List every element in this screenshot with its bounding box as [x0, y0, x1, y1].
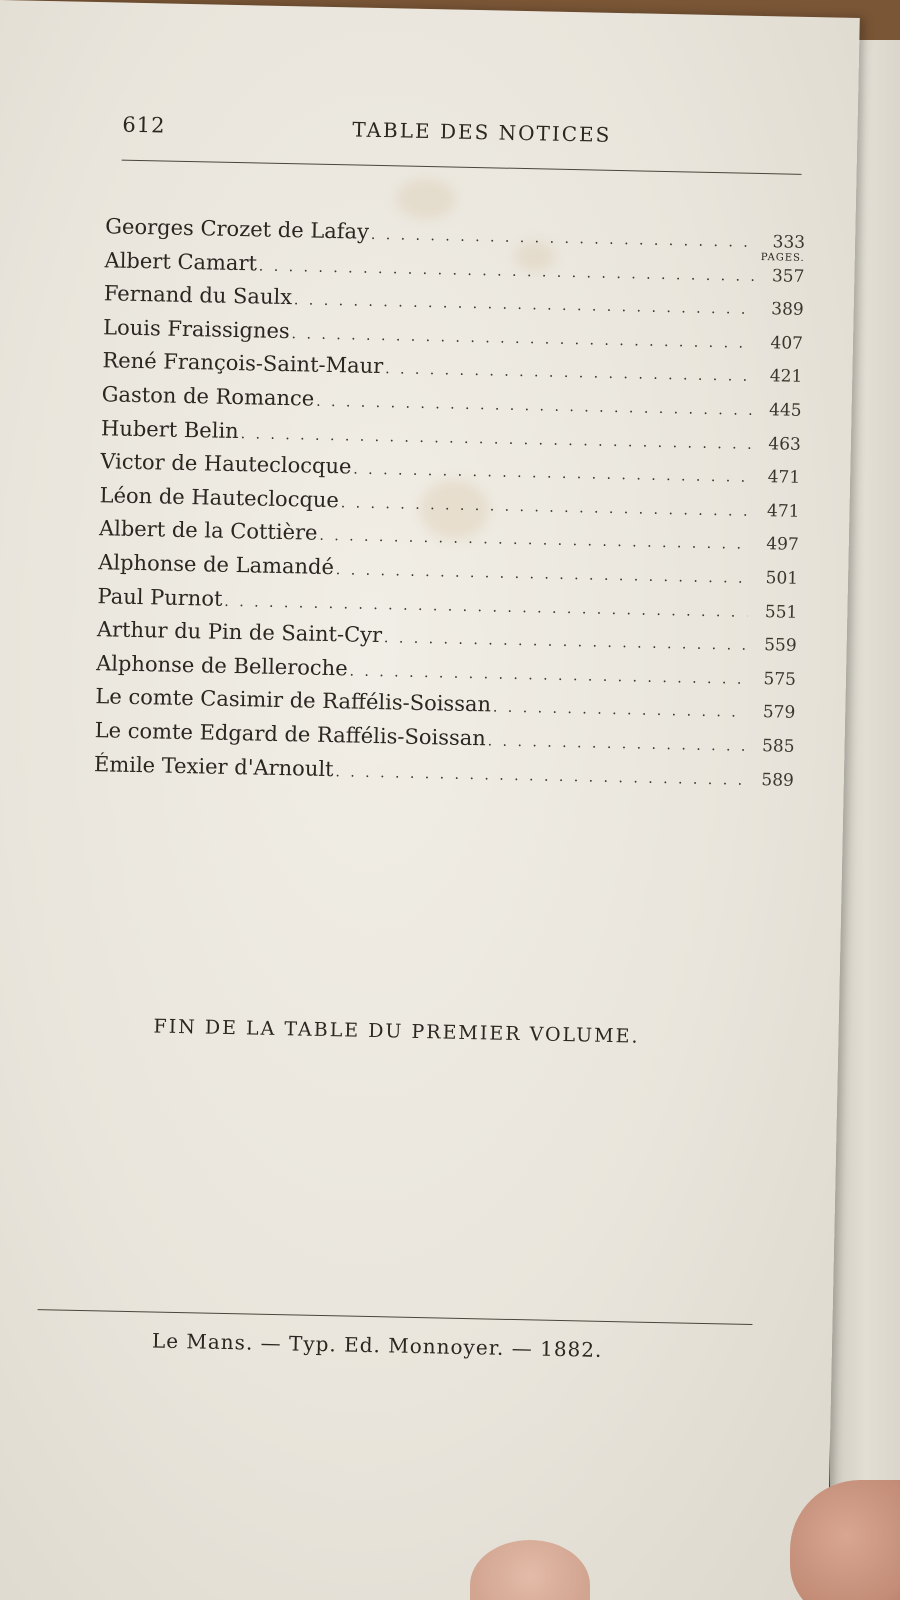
entry-name: Alphonse de Belleroche	[95, 650, 348, 681]
entry-page: 389	[771, 299, 804, 321]
foxing-stain	[396, 178, 457, 219]
entry-name: Arthur du Pin de Saint-Cyr	[96, 617, 383, 648]
entry-name: Hubert Belin	[100, 415, 239, 443]
entry-page: 445	[768, 400, 802, 421]
entry-name: Léon de Hauteclocque	[99, 482, 340, 512]
entry-page: 357	[771, 265, 805, 287]
page-header	[122, 113, 813, 167]
pages-column-label: PAGES.	[760, 251, 805, 264]
dot-leader	[291, 326, 753, 352]
dot-leader	[493, 700, 746, 721]
footer-rule	[38, 1309, 753, 1325]
dot-leader	[316, 394, 752, 419]
dot-leader	[336, 562, 748, 587]
entry-page: 585	[761, 736, 795, 757]
entry-name: Émile Texier d'Arnoult	[93, 751, 334, 781]
running-title: TABLE DES NOTICES	[352, 117, 612, 147]
entry-page: 407	[770, 332, 804, 354]
entry-page: 575	[763, 668, 797, 690]
dot-leader	[353, 462, 750, 486]
entry-page: 421	[769, 366, 803, 388]
dot-leader	[488, 733, 745, 754]
entry-page: 559	[763, 635, 797, 656]
entry-page: 497	[766, 534, 799, 556]
entry-name: Le comte Edgard de Raffélis-Soissan	[94, 718, 487, 751]
entry-name: Le comte Casimir de Raffélis-Soissan	[95, 684, 492, 717]
entry-page: 551	[764, 601, 798, 623]
entry-page: 471	[767, 467, 801, 489]
page-number: 612	[122, 112, 166, 138]
entry-name: Fernand du Saulx	[103, 281, 293, 310]
entry-page: 589	[761, 769, 795, 791]
entry-name: Alphonse de Lamandé	[97, 550, 335, 580]
printer-imprint: Le Mans. — Typ. Ed. Monnoyer. — 1882.	[151, 1328, 603, 1362]
dot-leader	[240, 426, 751, 453]
entry-page: 333	[772, 232, 806, 253]
entry-name: Paul Purnot	[97, 583, 223, 611]
dot-leader	[335, 764, 744, 789]
dot-leader	[319, 528, 749, 553]
entry-name: Albert Camart	[104, 247, 258, 276]
entry-page: 501	[765, 568, 799, 589]
dot-leader	[384, 630, 747, 654]
entry-page: 579	[762, 702, 796, 724]
toc-list	[94, 214, 806, 800]
entry-name: René François-Saint-Maur	[102, 348, 384, 379]
entry-name: Albert de la Cottière	[98, 516, 318, 546]
entry-name: Gaston de Romance	[101, 382, 315, 411]
entry-name: Georges Crozet de Lafay	[105, 214, 370, 244]
entry-name: Victor de Hauteclocque	[100, 449, 352, 479]
entry-name: Louis Fraissignes	[102, 315, 290, 343]
entry-page: 463	[768, 433, 802, 455]
dot-leader	[259, 258, 755, 284]
dot-leader	[349, 663, 746, 687]
dot-leader	[371, 227, 756, 251]
end-of-table-note: FIN DE LA TABLE DU PREMIER VOLUME.	[153, 1015, 640, 1048]
entry-page: 471	[766, 500, 800, 522]
dot-leader	[294, 292, 754, 318]
dot-leader	[341, 495, 750, 520]
dot-leader	[385, 362, 752, 386]
dot-leader	[224, 593, 747, 620]
table-of-contents	[93, 214, 806, 791]
